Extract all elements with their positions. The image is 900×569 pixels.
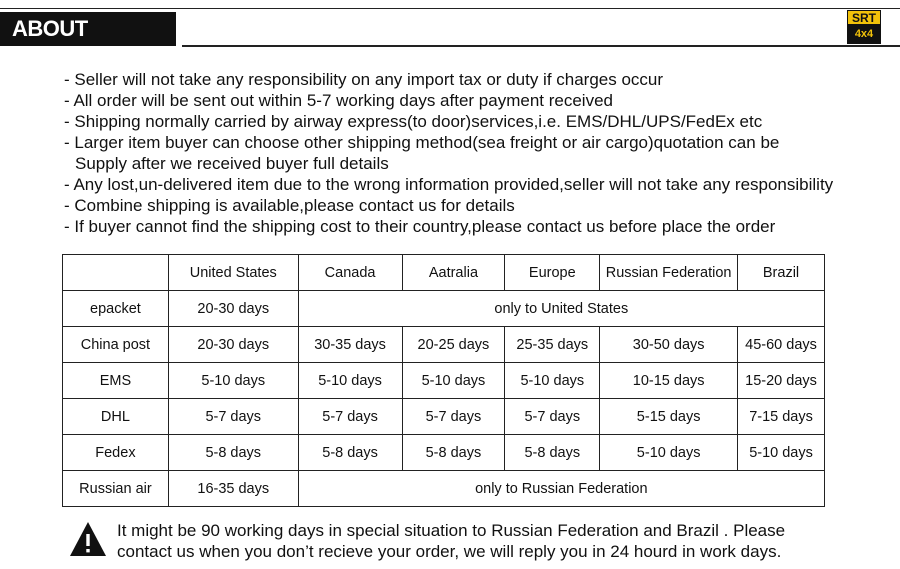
method-cell: Fedex [63,435,169,471]
table-cell: 5-8 days [168,435,298,471]
srt-logo [847,10,881,44]
note-item: - Shipping normally carried by airway express(to door)services,i.e. EMS/DHL/UPS/FedEx etc [64,112,763,131]
table-row [63,399,825,435]
table-cell: 15-20 days [738,363,825,399]
header-cell: Brazil [738,255,825,291]
table-row [63,363,825,399]
header-cell: United States [168,255,298,291]
table-cell: 7-15 days [738,399,825,435]
logo-top-text: SRT [847,10,881,25]
table-row [63,327,825,363]
method-cell: China post [63,327,169,363]
table-row [63,471,825,507]
table-cell: 20-25 days [402,327,505,363]
note-item: - All order will be sent out within 5-7 working days after payment received [64,91,613,110]
header-cell [63,255,169,291]
table-row [63,291,825,327]
warning-line: contact us when you don’t recieve your order, we will reply you in 24 hourd in work days. [117,542,782,561]
table-cell: 5-8 days [402,435,505,471]
warning-icon [68,520,108,558]
method-cell: DHL [63,399,169,435]
note-item [64,132,894,174]
shipping-notes [64,69,894,237]
note-item: - Any lost,un-delivered item due to the wrong information provided,seller will not take any responsibility [64,175,834,194]
table-cell: 20-30 days [168,291,298,327]
section-header [0,0,900,75]
method-cell: Russian air [63,471,169,507]
table-cell: 5-7 days [298,399,402,435]
warning-message [117,520,897,562]
table-cell: 5-10 days [738,435,825,471]
section-title: ABOUT SHIPPMENT [0,12,176,46]
logo-bottom-text: 4x4 [847,25,881,44]
table-cell: 5-15 days [600,399,738,435]
table-cell: 5-10 days [505,363,600,399]
table-cell: 30-50 days [600,327,738,363]
note-item: - If buyer cannot find the shipping cost to their country,please contact us before place the order [64,217,776,236]
table-cell: 5-8 days [298,435,402,471]
table-cell: 45-60 days [738,327,825,363]
note-continuation: Supply after we received buyer full details [75,154,389,173]
table-cell: 25-35 days [505,327,600,363]
note-item: - Combine shipping is available,please contact us for details [64,196,515,215]
header-bottom-rule [182,45,900,47]
table-cell: 5-7 days [505,399,600,435]
header-cell: Europe [505,255,600,291]
table-row [63,435,825,471]
table-cell: 30-35 days [298,327,402,363]
restriction-note-cell: only to United States [298,291,824,327]
table-cell: 5-7 days [168,399,298,435]
restriction-note-cell: only to Russian Federation [298,471,824,507]
header-cell: Aatralia [402,255,505,291]
table-cell: 5-10 days [600,435,738,471]
header-top-rule [0,8,900,9]
note-text: - Larger item buyer can choose other shipping method(sea freight or air cargo)quotation can be [64,133,780,152]
table-cell: 5-10 days [402,363,505,399]
table-header-row [63,255,825,291]
note-item: - Seller will not take any responsibility on any import tax or duty if charges occur [64,70,664,89]
table-cell: 5-10 days [298,363,402,399]
table-cell: 10-15 days [600,363,738,399]
table-cell: 16-35 days [168,471,298,507]
header-cell: Russian Federation [600,255,738,291]
table-cell: 20-30 days [168,327,298,363]
method-cell: epacket [63,291,169,327]
table-cell: 5-10 days [168,363,298,399]
warning-line: It might be 90 working days in special situation to Russian Federation and Brazil . Please [117,521,786,540]
table-cell: 5-8 days [505,435,600,471]
header-cell: Canada [298,255,402,291]
method-cell: EMS [63,363,169,399]
shipping-time-table [62,254,825,507]
table-cell: 5-7 days [402,399,505,435]
